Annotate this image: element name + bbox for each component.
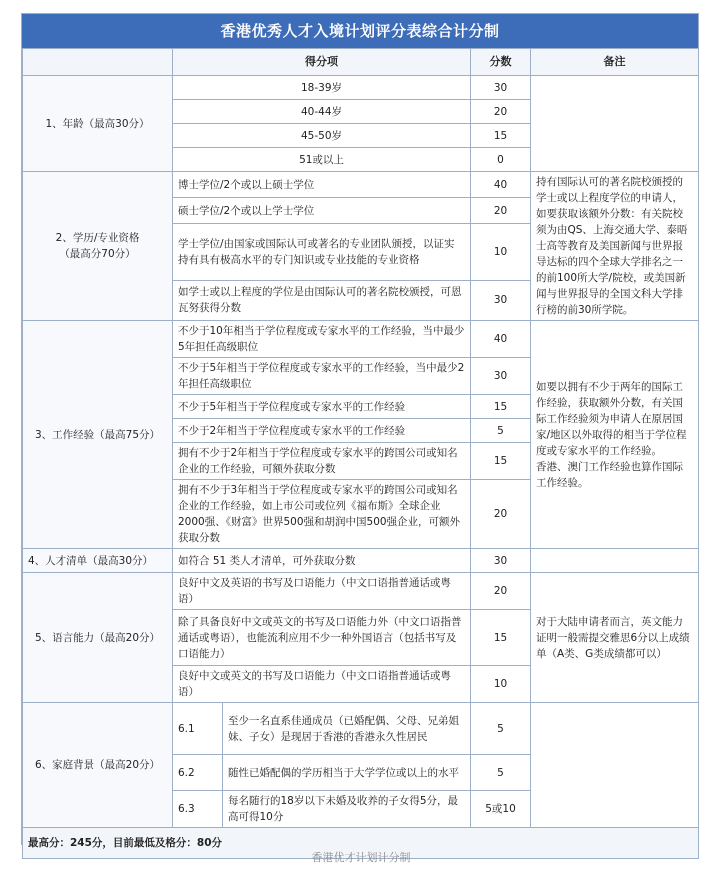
points-cell: 40: [471, 321, 531, 358]
category-language: 5、语言能力（最高20分）: [23, 573, 173, 703]
item-cell: 博士学位/2个或以上硕士学位: [173, 172, 471, 198]
item-cell: 51或以上: [173, 148, 471, 172]
points-cell: 30: [471, 76, 531, 100]
item-cell: 硕士学位/2个或以上学士学位: [173, 198, 471, 224]
header-row: [23, 49, 699, 76]
item-cell: 45-50岁: [173, 124, 471, 148]
category-age: 1、年龄（最高30分）: [23, 76, 173, 172]
points-cell: 0: [471, 148, 531, 172]
item-cell: 学士学位/由国家或国际认可或著名的专业团队颁授，以证实持有具有极高水平的专门知识或专业技能的专业资格: [173, 224, 471, 281]
header-item: 得分项: [173, 49, 471, 76]
points-cell: 15: [471, 443, 531, 480]
table-title: 香港优秀人才入境计划评分表综合计分制: [22, 14, 698, 48]
points-cell: 5: [471, 703, 531, 755]
total-score-text: 最高分：245分，目前最低及格分：80分: [23, 828, 699, 859]
category-family: 6、家庭背景（最高20分）: [23, 703, 173, 828]
item-cell: 除了具备良好中文或英文的书写及口语能力外（中文口语指普通话或粤语），也能流利应用不少一种外国语言（包括书写及口语能力）: [173, 610, 471, 666]
points-cell: 20: [471, 198, 531, 224]
item-cell: 至少一名直系佳通成员（已婚配偶、父母、兄弟姐妹、子女）是现居于香港的香港永久性居民: [223, 703, 471, 755]
item-cell: 如符合 51 类人才清单，可外获取分数: [173, 549, 471, 573]
points-cell: 20: [471, 480, 531, 549]
sub-code-cell: 6.3: [173, 791, 223, 828]
points-cell: 30: [471, 549, 531, 573]
table-row: [23, 172, 699, 198]
header-notes: 备注: [531, 49, 699, 76]
header-points: 分数: [471, 49, 531, 76]
item-cell: 不少于2年相当于学位程度或专家水平的工作经验: [173, 419, 471, 443]
points-cell: 5或10: [471, 791, 531, 828]
table-row: [23, 703, 699, 755]
note-cell: 如要以拥有不少于两年的国际工作经验，获取额外分数，有关国际工作经验须为申请人在原居国家/地区以外取得的相当于学位程度或专家水平的工作经验。 香港、澳门工作经验也算作国际工作经验。: [531, 321, 699, 549]
item-cell: 拥有不少于3年相当于学位程度或专家水平的跨国公司或知名企业的工作经验，如上市公司或位列《福布斯》全球企业2000强、《财富》世界500强和胡润中国500强企业，可额外获取分数: [173, 480, 471, 549]
item-cell: 良好中文或英文的书写及口语能力（中文口语指普通话或粤语）: [173, 666, 471, 703]
item-cell: 不少于5年相当于学位程度或专家水平的工作经验: [173, 395, 471, 419]
score-table-sheet: [21, 13, 699, 849]
points-cell: 15: [471, 395, 531, 419]
points-cell: 30: [471, 358, 531, 395]
item-cell: 良好中文及英语的书写及口语能力（中文口语指普通话或粤语）: [173, 573, 471, 610]
note-cell: 持有国际认可的著名院校颁授的学士或以上程度学位的申请人，如要获取该额外分数：有关院校须为由QS、上海交通大学、泰晤士高等教育及美国新闻与世界报导达标的四个全球大学排名之一的前100所大学/院校，或美国新闻与世界报导的全国文科大学排行榜的前30所学院。: [531, 172, 699, 321]
item-cell: 每名随行的18岁以下未婚及收养的子女得5分，最高可得10分: [223, 791, 471, 828]
points-cell: 20: [471, 100, 531, 124]
category-label-line: 2、学历/专业资格: [55, 232, 140, 244]
item-cell: 不少于5年相当于学位程度或专家水平的工作经验，当中最少2年担任高级职位: [173, 358, 471, 395]
header-blank: [23, 49, 173, 76]
note-cell: [531, 703, 699, 828]
item-cell: 不少于10年相当于学位程度或专家水平的工作经验，当中最少5年担任高级职位: [173, 321, 471, 358]
points-cell: 15: [471, 124, 531, 148]
category-work: 3、工作经验（最高75分）: [23, 321, 173, 549]
table-row: [23, 549, 699, 573]
image-caption: 香港优才计划计分制: [311, 851, 411, 864]
score-table: [22, 48, 699, 859]
item-cell: 拥有不少于2年相当于学位程度或专家水平的跨国公司或知名企业的工作经验，可额外获取分数: [173, 443, 471, 480]
table-row: [23, 321, 699, 358]
points-cell: 5: [471, 755, 531, 791]
points-cell: 40: [471, 172, 531, 198]
points-cell: 5: [471, 419, 531, 443]
category-label-line: （最高分70分）: [59, 248, 136, 260]
points-cell: 10: [471, 666, 531, 703]
note-cell: 对于大陆申请者而言，英文能力证明一般需提交雅思6分以上成绩单（A类、G类成绩都可以）: [531, 573, 699, 703]
table-row: [23, 573, 699, 610]
note-cell: [531, 549, 699, 573]
note-cell: [531, 76, 699, 172]
item-cell: 40-44岁: [173, 100, 471, 124]
item-cell: 随性已婚配偶的学历相当于大学学位或以上的水平: [223, 755, 471, 791]
table-row: [23, 76, 699, 100]
item-cell: 18-39岁: [173, 76, 471, 100]
sub-code-cell: 6.2: [173, 755, 223, 791]
sub-code-cell: 6.1: [173, 703, 223, 755]
points-cell: 30: [471, 280, 531, 320]
points-cell: 20: [471, 573, 531, 610]
points-cell: 10: [471, 224, 531, 281]
item-cell: 如学士或以上程度的学位是由国际认可的著名院校颁授，可恩瓦努获得分数: [173, 280, 471, 320]
points-cell: 15: [471, 610, 531, 666]
category-education: [23, 172, 173, 321]
category-talent-list: 4、人才清单（最高30分）: [23, 549, 173, 573]
